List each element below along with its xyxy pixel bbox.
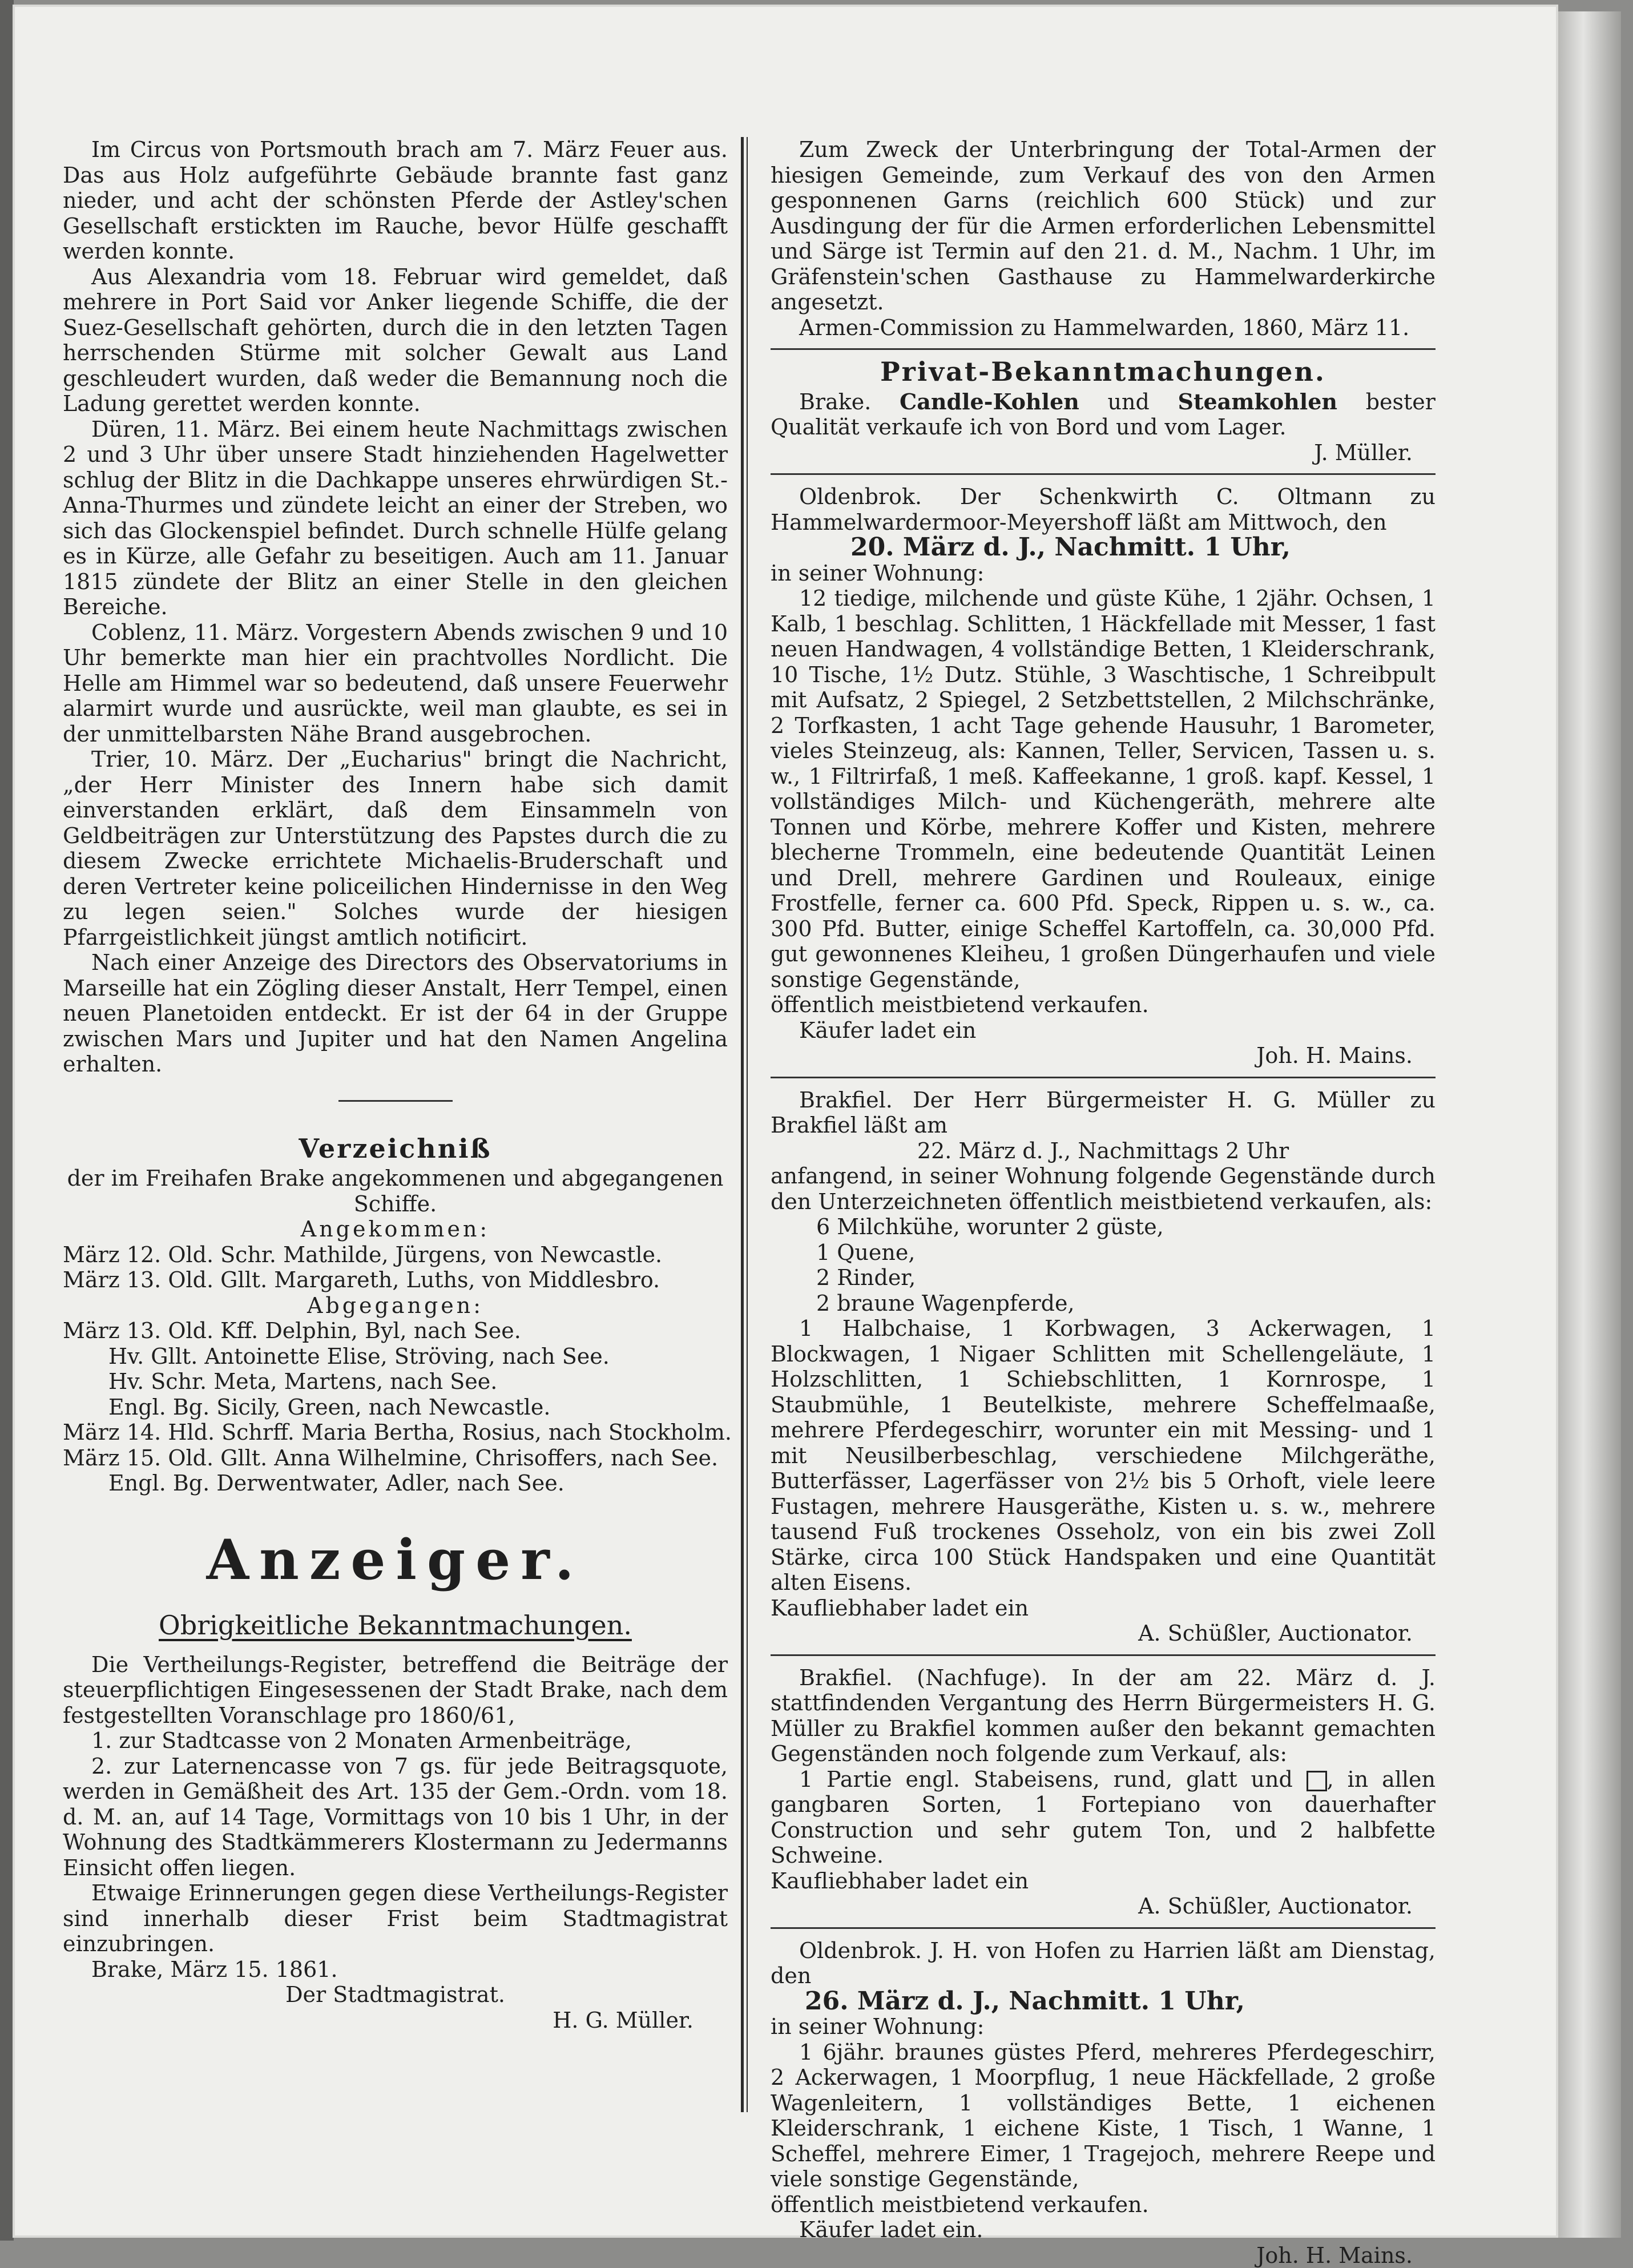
list-item: Engl. Bg. Derwentwater, Adler, nach See. xyxy=(63,1471,728,1496)
book-spine xyxy=(0,0,14,2241)
item-text-cont: , in allen gangbaren Sorten, 1 Fortepiano von dauerhafter Construction und sehr gutem Ton, und 2 halbfette Schweine. xyxy=(771,1767,1436,1868)
brakfiel-2-text: Brakfiel. (Nachfuge). In der am 22. März d. J. stattfindenden Vergantung des Herrn Bürgermeisters H. G. Müller zu Brakfiel kommen außer den bekannt gemachten Gegenständen noch folgende zum Verkauf, als: xyxy=(771,1665,1436,1767)
brakfiel-2-signer: A. Schüßler, Auctionator. xyxy=(771,1894,1436,1919)
section-divider xyxy=(771,1077,1436,1078)
left-column xyxy=(63,137,728,2033)
list-item: 1 Quene, xyxy=(816,1240,1436,1266)
brakfiel-1-text: anfangend, in seiner Wohnung folgende Gegenstände durch den Unterzeichneten öffentlich meistbietend verkaufen, als: xyxy=(771,1163,1436,1214)
brakfiel-1-more: 1 Halbchaise, 1 Korbwagen, 3 Ackerwagen, 1 Blockwagen, 1 Nigaer Schlitten mit Schellengeläute, 1 Holzschlitten, 1 Schiebschlitten, 1 Kornrospe, 1 Staubmühle, 1 Beutelkiste, mehrere Scheffelmaaße, mehrere Pferdegeschirr, worunter ein mit Messing- und 1 mit Neusilberbeschlag, verschiedene Milchgeräthe, Butterfässer, Lagerfässer von 2½ bis 5 Orhoft, viele leere Fustagen, mehrere Hausgeräthe, Kisten u. s. w., mehrere tausend Fuß trockenes Osseholz, von ein bis zwei Zoll Stärke, circa 100 Stück Handspaken und eine Quantität alten Eisens. xyxy=(771,1316,1436,1596)
official-item-1: 1. zur Stadtcasse von 2 Monaten Armenbeiträge, xyxy=(63,1728,728,1754)
armen-notice: Zum Zweck der Unterbringung der Total-Armen der hiesigen Gemeinde, zum Verkauf des von den Armen gesponnenen Garns (reichlich 600 Stück) und zur Ausdingung der für die Armen erforderlichen Lebensmittel und Särge ist Termin auf den 21. d. M., Nachm. 1 Uhr, im Gräfenstein'schen Gasthause zu Hammelwarderkirche angesetzt. xyxy=(771,137,1436,315)
section-divider xyxy=(771,473,1436,475)
oldenbrok-2-intro: Oldenbrok. J. H. von Hofen zu Harrien läßt am Dienstag, den xyxy=(771,1938,1436,1989)
square-bar-icon xyxy=(1307,1771,1327,1791)
item-text: 1 Partie engl. Stabeisens, rund, glatt und xyxy=(799,1767,1293,1792)
brakfiel-1-buyers: Kaufliebhaber ladet ein xyxy=(771,1596,1436,1621)
news-marseille: Nach einer Anzeige des Directors des Observatoriums in Marseille hat ein Zögling dieser Anstalt, Herr Tempel, einen neuen Planetoiden entdeckt. Er ist der 64 in der Gruppe zwischen Mars und Jupiter und hat den Namen Angelina erhalten. xyxy=(63,950,728,1077)
section-divider xyxy=(771,1927,1436,1929)
brakfiel-1-intro: Brakfiel. Der Herr Bürgermeister H. G. Müller zu Brakfiel läßt am xyxy=(771,1087,1436,1138)
section-divider xyxy=(771,1654,1436,1656)
ships-title: Verzeichniß xyxy=(63,1136,728,1162)
oldenbrok-1-buyers: Käufer ladet ein xyxy=(771,1018,1436,1044)
official-item-2: 2. zur Laternencasse von 7 gs. für jede Beitragsquote, werden in Gemäßheit des Art. 135 der Gem.-Ordn. vom 18. d. M. an, auf 14 Tage, Vormittags von 10 bis 1 Uhr, in der Wohnung des Stadtkämmerers Klostermann zu Jedermanns Einsicht offen liegen. xyxy=(63,1754,728,1881)
ships-departed-list xyxy=(63,1318,728,1496)
oldenbrok-2-date: 26. März d. J., Nachmitt. 1 Uhr, xyxy=(771,1989,1436,2015)
list-item: 6 Milchkühe, worunter 2 güste, xyxy=(816,1214,1436,1240)
list-item: Hv. Schr. Meta, Martens, nach See. xyxy=(63,1369,728,1395)
brakfiel-2-items xyxy=(771,1767,1436,1868)
official-signer-2: H. G. Müller. xyxy=(63,2008,728,2033)
list-item: März 14. Hld. Schrff. Maria Bertha, Rosius, nach Stockholm. xyxy=(63,1420,728,1445)
section-divider xyxy=(771,348,1436,350)
list-item: Hv. Gllt. Antoinette Elise, Ströving, nach See. xyxy=(63,1344,728,1369)
oldenbrok-1-signer: Joh. H. Mains. xyxy=(771,1043,1436,1069)
right-column xyxy=(771,137,1436,2268)
official-intro: Die Vertheilungs-Register, betreffend die Beiträge der steuerpflichtigen Eingesessenen der Stadt Brake, nach dem festgestellten Voranschlage pro 1860/61, xyxy=(63,1652,728,1729)
column-divider-thin xyxy=(747,137,748,2112)
private-heading: Privat-Bekanntmachungen. xyxy=(771,359,1436,385)
column-divider xyxy=(741,137,744,2112)
page-edge xyxy=(1558,11,1621,2238)
brakfiel-1-list xyxy=(771,1214,1436,1316)
official-note: Etwaige Erinnerungen gegen diese Vertheilungs-Register sind innerhalb dieser Frist beim Stadtmagistrat einzubringen. xyxy=(63,1880,728,1957)
armen-signature: Armen-Commission zu Hammelwarden, 1860, März 11. xyxy=(771,315,1436,341)
ships-subtitle: der im Freihafen Brake angekommenen und abgegangenen Schiffe. xyxy=(63,1166,728,1216)
oldenbrok-1-sale: öffentlich meistbietend verkaufen. xyxy=(771,992,1436,1018)
brake-coal-ad xyxy=(771,389,1436,440)
news-alexandria: Aus Alexandria vom 18. Februar wird gemeldet, daß mehrere in Port Said vor Anker liegende Schiffe, die der Suez-Gesellschaft gehörten, durch die in den letzten Tagen herrschenden Stürme mit solcher Gewalt aus Land geschleudert wurden, daß weder die Bemannung noch die Ladung gerettet werden konnte. xyxy=(63,264,728,417)
conjunction: und xyxy=(1108,389,1150,414)
oldenbrok-2-sale: öffentlich meistbietend verkaufen. xyxy=(771,2192,1436,2218)
oldenbrok-1-where: in seiner Wohnung: xyxy=(771,561,1436,586)
oldenbrok-2-where: in seiner Wohnung: xyxy=(771,2014,1436,2040)
official-signer-1: Der Stadtmagistrat. xyxy=(63,1982,728,2008)
section-divider xyxy=(338,1100,453,1102)
news-coblenz: Coblenz, 11. März. Vorgestern Abends zwischen 9 und 10 Uhr bemerkte man hier ein prachtvolles Nordlicht. Die Helle am Himmel war so bedeutend, daß unsere Feuerwehr alarmirt wurde und ausrückte, weil man glaubte, es sei in der unmittelbarsten Nähe Brand ausgebrochen. xyxy=(63,620,728,747)
list-item: März 13. Old. Kff. Delphin, Byl, nach See. xyxy=(63,1318,728,1344)
ad-text: bester Qualität verkaufe ich von Bord und vom Lager. xyxy=(771,389,1436,440)
oldenbrok-1-items: 12 tiedige, milchende und güste Kühe, 1 2jähr. Ochsen, 1 Kalb, 1 beschlag. Schlitten, 1 Häckfellade mit Messer, 1 fast neuen Handwagen, 4 vollständige Betten, 1 Kleiderschrank, 10 Tische, 1½ Dutz. Stühle, 3 Waschtische, 1 Schreibpult mit Aufsatz, 2 Spiegel, 2 Setzbettstellen, 2 Milchschränke, 2 Torfkasten, 1 acht Tage gehende Hausuhr, 1 Barometer, vieles Steinzeug, als: Kannen, Teller, Servicen, Tassen u. s. w., 1 Filtrirfaß, 1 meß. Kaffeekanne, 1 groß. kapf. Kessel, 1 vollständiges Milch- und Küchengeräth, mehrere alte Tonnen und Körbe, mehrere Koffer und Kisten, mehrere blecherne Trommeln, eine bedeutende Quantität Leinen und Drell, mehrere Gardinen und Rouleaux, einige Frostfelle, ferner ca. 600 Pfd. Speck, Rippen u. s. w., ca. 300 Pfd. Butter, einige Scheffel Kartoffeln, ca. 30,000 Pfd. gut gewonnenes Kleiheu, 1 großen Düngerhaufen und viele sonstige Gegenstände, xyxy=(771,586,1436,992)
oldenbrok-2-buyers: Käufer ladet ein. xyxy=(771,2217,1436,2243)
brakfiel-1-signer: A. Schüßler, Auctionator. xyxy=(771,1621,1436,1646)
place: Brake. xyxy=(799,389,871,414)
anzeiger-title: Anzeiger. xyxy=(63,1548,728,1573)
oldenbrok-2-items: 1 6jähr. braunes güstes Pferd, mehreres Pferdegeschirr, 2 Ackerwagen, 1 Moorpflug, 1 neue Häckfellade, 2 große Wagenleitern, 1 vollständiges Bette, 1 eichenen Kleiderschrank, 1 eichene Kiste, 1 Tisch, 1 Wanne, 1 Scheffel, mehrere Eimer, 1 Tragejoch, mehrere Reepe und viele sonstige Gegenstände, xyxy=(771,2040,1436,2192)
official-date: Brake, März 15. 1861. xyxy=(63,1957,728,1983)
ships-arrived-label: Angekommen: xyxy=(63,1216,728,1242)
official-heading: Obrigkeitliche Bekanntmachungen. xyxy=(63,1613,728,1638)
brake-signer: J. Müller. xyxy=(771,440,1436,466)
brakfiel-2-buyers: Kaufliebhaber ladet ein xyxy=(771,1868,1436,1894)
coal-type-2: Steamkohlen xyxy=(1178,389,1338,414)
list-item: Engl. Bg. Sicily, Green, nach Newcastle. xyxy=(63,1395,728,1420)
news-trier: Trier, 10. März. Der „Eucharius" bringt die Nachricht, „der Herr Minister des Innern habe sich damit einverstanden erklärt, daß dem Einsammeln von Geldbeiträgen zur Unterstützung des Papstes durch die zu diesem Zwecke errichtete Michaelis-Bruderschaft und deren Vertreter keine policeilichen Hindernisse in den Weg zu legen seien." Solches wurde der hiesigen Pfarrgeistlichkeit jüngst amtlich notificirt. xyxy=(63,747,728,950)
list-item: 2 braune Wagenpferde, xyxy=(816,1291,1436,1316)
list-item: März 13. Old. Gllt. Margareth, Luths, von Middlesbro. xyxy=(63,1267,728,1293)
ships-arrived-list xyxy=(63,1242,728,1293)
ships-departed-label: Abgegangen: xyxy=(63,1293,728,1319)
oldenbrok-1-intro: Oldenbrok. Der Schenkwirth C. Oltmann zu Hammelwardermoor-Meyershoff läßt am Mittwoch, den xyxy=(771,484,1436,535)
coal-type-1: Candle-Kohlen xyxy=(900,389,1079,414)
list-item: 2 Rinder, xyxy=(816,1265,1436,1291)
oldenbrok-2-signer: Joh. H. Mains. xyxy=(771,2243,1436,2268)
news-portsmouth: Im Circus von Portsmouth brach am 7. März Feuer aus. Das aus Holz aufgeführte Gebäude brannte fast ganz nieder, und acht der schönsten Pferde der Astley'schen Gesellschaft erstickten im Rauche, bevor Hülfe geschafft werden konnte. xyxy=(63,137,728,264)
news-dueren: Düren, 11. März. Bei einem heute Nachmittags zwischen 2 und 3 Uhr über unsere Stadt hinziehenden Hagelwetter schlug der Blitz in die Dachkappe unseres ehrwürdigen St.-Anna-Thurmes und zündete leicht an einer der Streben, wo sich das Glockenspiel befindet. Durch schnelle Hülfe gelang es in Kürze, alle Gefahr zu beseitigen. Auch am 11. Januar 1815 zündete der Blitz an einer Stelle in den gleichen Bereiche. xyxy=(63,417,728,620)
list-item: März 12. Old. Schr. Mathilde, Jürgens, von Newcastle. xyxy=(63,1242,728,1268)
list-item: März 15. Old. Gllt. Anna Wilhelmine, Chrisoffers, nach See. xyxy=(63,1445,728,1471)
brakfiel-1-date: 22. März d. J., Nachmittags 2 Uhr xyxy=(771,1138,1436,1164)
oldenbrok-1-date: 20. März d. J., Nachmitt. 1 Uhr, xyxy=(771,535,1436,561)
